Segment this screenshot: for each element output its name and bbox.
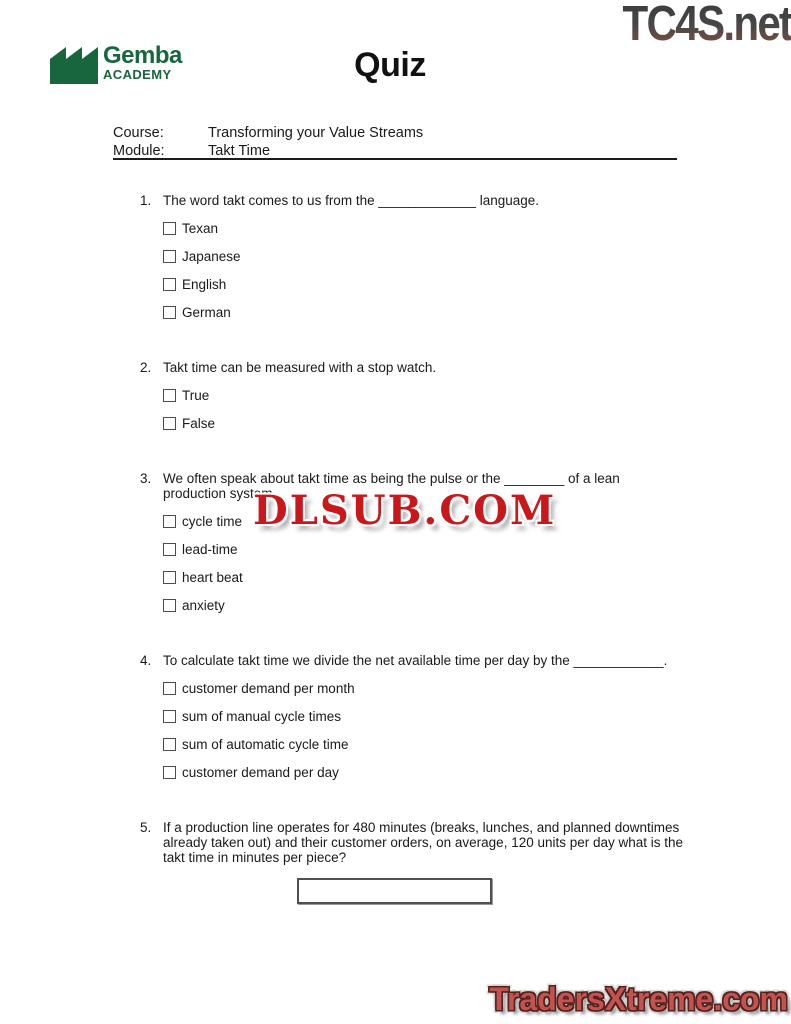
logo-subtitle: ACADEMY xyxy=(103,67,172,82)
option-row xyxy=(163,221,685,236)
option-row xyxy=(163,249,685,264)
header-divider xyxy=(113,158,677,160)
option-label: customer demand per day xyxy=(182,765,339,780)
option-row xyxy=(163,388,685,403)
question-5 xyxy=(140,820,685,904)
watermark-tc4s: TC4S.net xyxy=(622,0,791,51)
question-1 xyxy=(140,193,685,320)
checkbox[interactable] xyxy=(163,599,176,612)
option-row xyxy=(163,709,685,724)
watermark-tradersxtreme: TradersXtreme.com xyxy=(489,981,788,1017)
option-label: cycle time xyxy=(182,514,243,529)
question-number: 4. xyxy=(140,653,152,668)
checkbox[interactable] xyxy=(163,571,176,584)
question-text: If a production line operates for 480 minutes (breaks, lunches, and planned downtimes already taken out) and their customer orders, on average, 120 units per day what is the takt time in minutes per piece? xyxy=(163,820,684,865)
question-number: 5. xyxy=(140,820,152,835)
option-row xyxy=(163,737,685,752)
question-text: Takt time can be measured with a stop watch. xyxy=(163,360,437,375)
checkbox[interactable] xyxy=(163,738,176,751)
watermark-dlsub: DLSUB.COM xyxy=(253,487,557,534)
logo-name: Gemba xyxy=(103,42,182,69)
checkbox[interactable] xyxy=(163,710,176,723)
option-label: anxiety xyxy=(182,598,225,613)
option-row xyxy=(163,765,685,780)
answer-box-wrap xyxy=(297,878,685,904)
option-label: heart beat xyxy=(182,570,243,585)
option-label: customer demand per month xyxy=(182,681,355,696)
questions-list xyxy=(140,193,685,944)
checkbox[interactable] xyxy=(163,515,176,528)
question-text: To calculate takt time we divide the net available time per day by the ____________. xyxy=(163,653,668,668)
question-text: We often speak about takt time as being the pulse or the ________ of a lean production system. xyxy=(163,471,620,501)
option-row xyxy=(163,542,685,557)
answer-input[interactable] xyxy=(297,878,492,904)
option-label: lead-time xyxy=(182,542,238,557)
option-row xyxy=(163,681,685,696)
option-row xyxy=(163,305,685,320)
checkbox[interactable] xyxy=(163,543,176,556)
course-row xyxy=(113,124,423,142)
checkbox[interactable] xyxy=(163,222,176,235)
question-4 xyxy=(140,653,685,780)
course-value: Transforming your Value Streams xyxy=(208,125,424,141)
course-info-block xyxy=(113,124,423,160)
checkbox[interactable] xyxy=(163,250,176,263)
question-2-options xyxy=(163,388,685,431)
option-label: True xyxy=(182,388,210,403)
option-label: sum of manual cycle times xyxy=(182,709,342,724)
checkbox[interactable] xyxy=(163,389,176,402)
question-number: 2. xyxy=(140,360,152,375)
question-4-options xyxy=(163,681,685,780)
option-row xyxy=(163,416,685,431)
option-label: Texan xyxy=(182,221,219,236)
checkbox[interactable] xyxy=(163,766,176,779)
page-title: Quiz xyxy=(354,46,426,84)
question-number: 1. xyxy=(140,193,152,208)
question-number: 3. xyxy=(140,471,152,486)
checkbox[interactable] xyxy=(163,417,176,430)
module-label: Module: xyxy=(113,143,165,159)
checkbox[interactable] xyxy=(163,278,176,291)
checkbox[interactable] xyxy=(163,306,176,319)
option-row xyxy=(163,277,685,292)
option-row xyxy=(163,598,685,613)
option-label: German xyxy=(182,305,231,320)
option-label: English xyxy=(182,277,227,292)
course-label: Course: xyxy=(113,125,164,141)
checkbox[interactable] xyxy=(163,682,176,695)
option-label: sum of automatic cycle time xyxy=(182,737,349,752)
module-value: Takt Time xyxy=(208,143,271,159)
question-1-options xyxy=(163,221,685,320)
question-2 xyxy=(140,360,685,431)
option-label: False xyxy=(182,416,216,431)
option-label: Japanese xyxy=(182,249,241,264)
option-row xyxy=(163,570,685,585)
question-text: The word takt comes to us from the _____________ language. xyxy=(163,193,539,208)
